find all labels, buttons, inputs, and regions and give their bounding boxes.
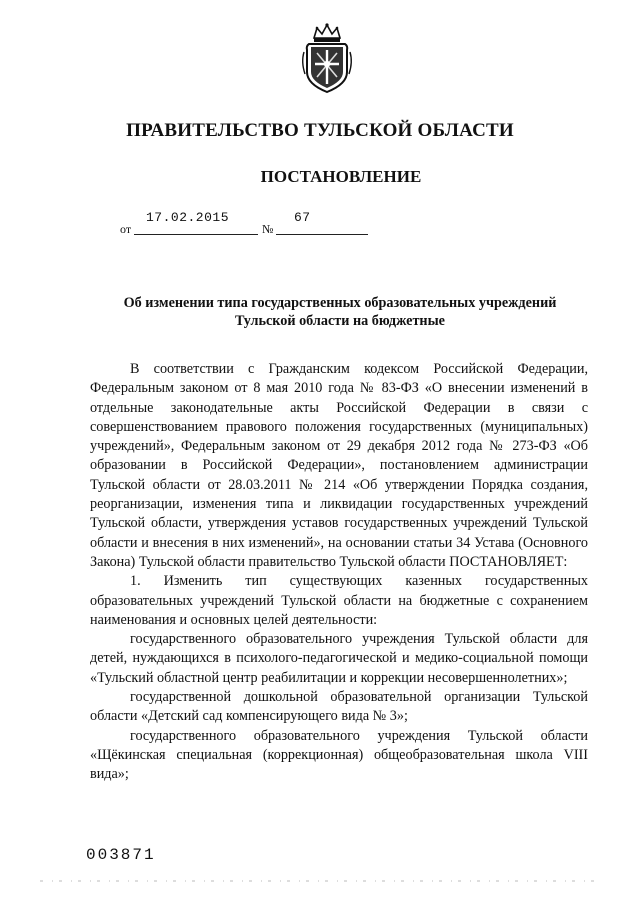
document-body: [90, 360, 588, 785]
clause-1-paragraph: 1. Изменить тип существующих казенных государственных образовательных учреждений Тульской области на бюджетные с сохранением наименования и основных целей деятельности:: [90, 573, 588, 628]
preamble-paragraph: В соответствии с Гражданским кодексом Российской Федерации, Федеральным законом от 8 мая 2010 года № 83-ФЗ «О внесении изменений в отдельные законодательные акты Российской Федерации в связи с совершенствованием правового положения государственных (муниципальных) учреждений», Федеральным законом от 29 декабря 2012 года № 273-ФЗ «Об образовании в Российской Федерации», постановлением администрации Тульской области от 28.03.2011 № 214 «Об утверждении Порядка создания, реорганизации, изменения типа и ликвидации государственных учреждений Тульской области, утверждения уставов государственных учреждений Тульской области и внесения в них изменений», на основании статьи 34 Устава (Основного Закона) Тульской области правительство Тульской области ПОСТАНОВЛЯЕТ:: [90, 361, 588, 570]
scan-artifact-line: [40, 880, 600, 882]
number-underline: [276, 234, 368, 235]
document-meta: [0, 210, 640, 240]
date-value: 17.02.2015: [146, 210, 230, 225]
date-label: от: [120, 222, 132, 236]
government-title: ПРАВИТЕЛЬСТВО ТУЛЬСКОЙ ОБЛАСТИ: [126, 120, 514, 141]
date-underline: [134, 234, 258, 235]
number-label: №: [262, 222, 274, 236]
institution-item-2: государственной дошкольной образовательной организации Тульской области «Детский сад компенсирующего вида № 3»;: [90, 689, 588, 725]
number-value: 67: [294, 210, 311, 225]
serial-number: 003871: [86, 846, 156, 864]
tula-coat-of-arms-icon: [300, 22, 354, 96]
institution-item-3: государственного образовательного учреждения Тульской области «Щёкинская специальная (коррекционная) общеобразовательная школа VIII вида»;: [90, 727, 588, 783]
document-heading: [90, 294, 590, 330]
heading-line-1: Об изменении типа государственных образовательных учреждений: [123, 295, 557, 311]
heading-line-2: Тульской области на бюджетные: [235, 313, 445, 329]
institution-item-1: государственного образовательного учреждения Тульской области для детей, нуждающихся в психолого-педагогической и медико-социальной помощи «Тульский областной центр реабилитации и коррекции несовершеннолетних»;: [90, 631, 588, 686]
document-type: ПОСТАНОВЛЕНИЕ: [260, 167, 422, 186]
